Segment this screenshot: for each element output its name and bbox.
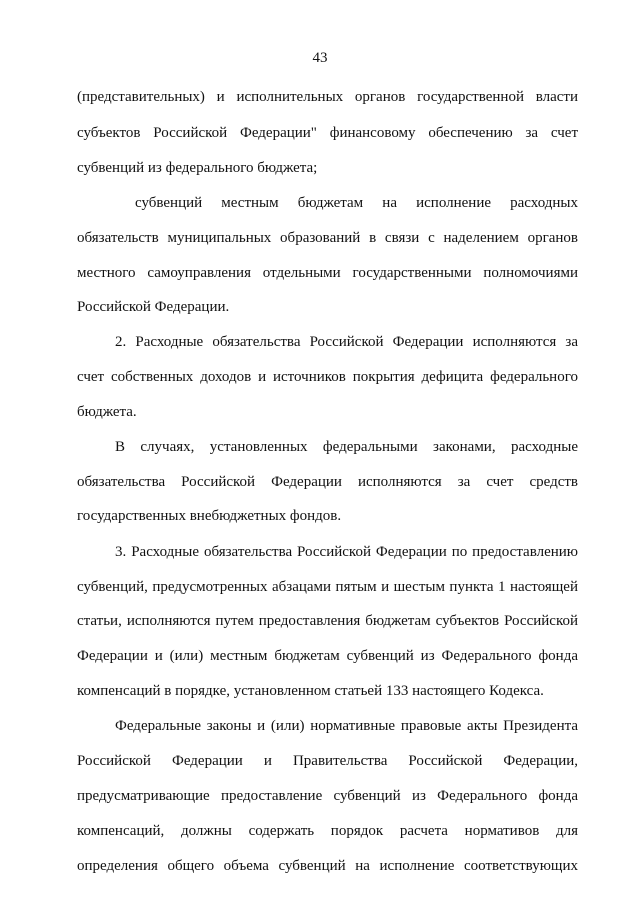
text-line: государственных внебюджетных фондов. — [77, 508, 342, 524]
text-line: бюджета. — [77, 404, 137, 420]
text-line: (представительных) и исполнительных органов государственной власти — [77, 89, 578, 105]
page-number: 43 — [312, 50, 328, 66]
text-line: компенсаций в порядке, установленном статьей 133 настоящего Кодекса. — [77, 683, 544, 699]
text-line: субвенций из федерального бюджета; — [77, 160, 318, 176]
text-line: субъектов Российской Федерации" финансовому обеспечению за счет — [77, 125, 578, 141]
text-line: В случаях, установленных федеральными законами, расходные — [115, 439, 578, 455]
text-line: обязательства Российской Федерации исполняются за счет средств — [77, 474, 578, 490]
text-line: определения общего объема субвенций на исполнение соответствующих — [77, 858, 578, 874]
text-line: местного самоуправления отдельными государственными полномочиями — [77, 265, 578, 281]
text-line: Федеральные законы и (или) нормативные правовые акты Президента — [115, 718, 578, 734]
text-line: субвенций, предусмотренных абзацами пятым и шестым пункта 1 настоящей — [77, 579, 578, 595]
text-line: предусматривающие предоставление субвенций из Федерального фонда — [77, 788, 578, 804]
text-line: статьи, исполняются путем предоставления бюджетам субъектов Российской — [77, 613, 578, 629]
text-line: субвенций местным бюджетам на исполнение расходных — [135, 195, 578, 211]
text-line: Российской Федерации. — [77, 299, 230, 315]
text-line: счет собственных доходов и источников покрытия дефицита федерального — [77, 369, 578, 385]
text-line: Российской Федерации и Правительства Российской Федерации, — [77, 753, 578, 769]
text-line: 3. Расходные обязательства Российской Федерации по предоставлению — [115, 544, 578, 560]
text-line: 2. Расходные обязательства Российской Федерации исполняются за — [115, 334, 578, 350]
text-line: Федерации и (или) местным бюджетам субвенций из Федерального фонда — [77, 648, 578, 664]
text-line: компенсаций, должны содержать порядок расчета нормативов для — [77, 823, 578, 839]
text-line: обязательств муниципальных образований в связи с наделением органов — [77, 230, 578, 246]
